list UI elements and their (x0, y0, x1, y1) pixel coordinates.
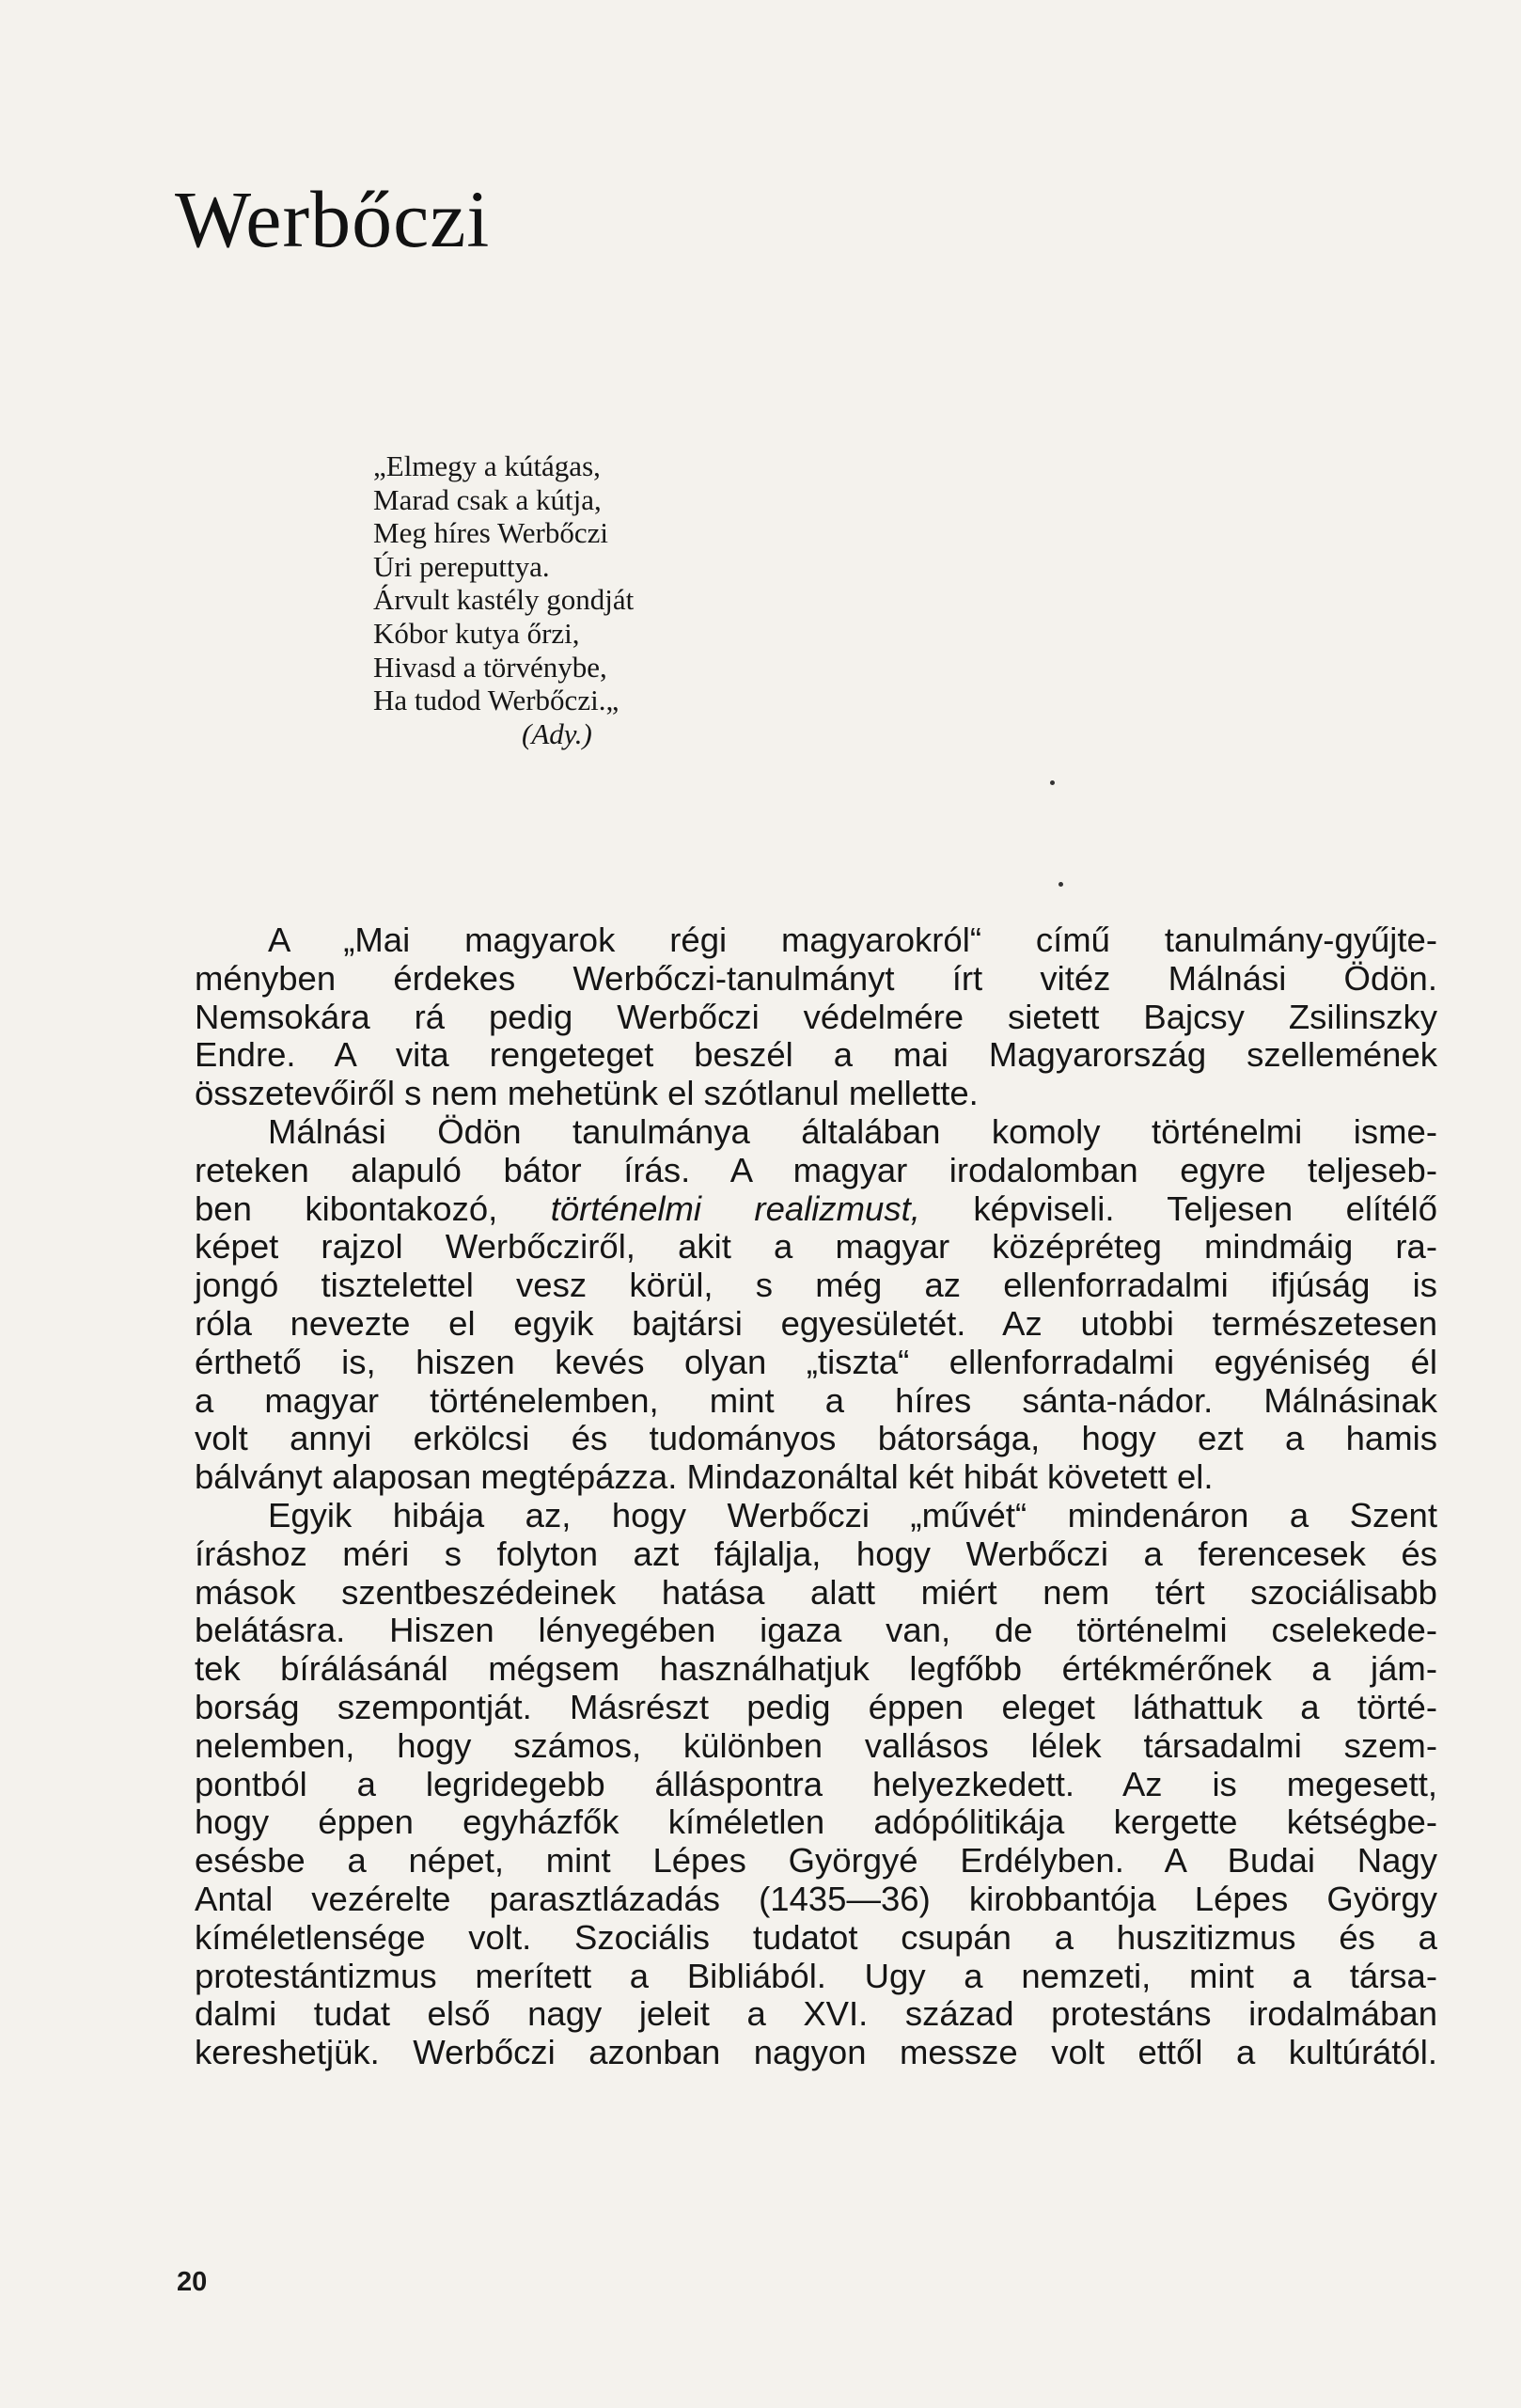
poem-line: Hivasd a törvénybe, (373, 650, 607, 684)
text-line: róla nevezte el egyik bajtársi egyesületét. Az utobbi természetesen (195, 1303, 1437, 1343)
poem-line: Marad csak a kútja, (373, 482, 602, 516)
text-line: hogy éppen egyházfők kíméletlen adópólitikája kergette kétségbe- (195, 1802, 1437, 1842)
text-line: A „Mai magyarok régi magyarokról“ című tanulmány-gyűjte- (268, 921, 1437, 959)
text-segment: ben kibontakozó, (195, 1188, 498, 1228)
text-line: tek bírálásánál mégsem használhatjuk legfőbb értékmérőnek a jám- (195, 1649, 1437, 1689)
text-line: volt annyi erkölcsi és tudományos bátorsága, hogy ezt a hamis (195, 1419, 1437, 1458)
text-line: dalmi tudat első nagy jeleit a XVI. század protestáns irodalmában (195, 1994, 1437, 2034)
text-line: Nemsokára rá pedig Werbőczi védelmére sietett Bajcsy Zsilinszky (195, 997, 1437, 1036)
text-line-with-emphasis (195, 1190, 1437, 1229)
poem-line: Ha tudod Werbőczi.„ (373, 684, 619, 717)
text-line: íráshoz méri s folyton azt fájlalja, hogy Werbőczi a ferencesek és (195, 1534, 1437, 1573)
text-line: protestántizmus merített a Bibliából. Ugy a nemzeti, mint a társa- (195, 1956, 1437, 1995)
poem-line: Árvult kastély gondját (373, 583, 635, 617)
text-line: Endre. A vita rengeteget beszél a mai Magyarország szellemének (195, 1035, 1437, 1075)
text-line: nelemben, hogy számos, különben vallásos lélek társadalmi szem- (195, 1725, 1437, 1765)
poem-line: „Elmegy a kútágas, (373, 449, 601, 482)
text-line: jongó tisztelettel vesz körül, s még az ellenforradalmi ifjúság is (195, 1266, 1437, 1305)
text-line: képet rajzol Werbőcziről, akit a magyar középréteg mindmáig ra- (195, 1227, 1437, 1267)
epigraph-poem (373, 449, 843, 750)
page-number: 20 (177, 2267, 208, 2297)
text-line: Egyik hibája az, hogy Werbőczi „művét“ mindenáron a Szent (268, 1495, 1437, 1535)
print-speck (1050, 780, 1055, 785)
paragraph-3 (195, 1497, 1437, 2072)
text-line: Málnási Ödön tanulmánya általában komoly történelmi isme- (268, 1111, 1437, 1151)
text-line: érthető is, hiszen kevés olyan „tiszta“ ellenforradalmi egyéniség él (195, 1342, 1437, 1381)
poem-line: Úri pereputtya. (373, 549, 550, 583)
text-line: a magyar történelemben, mint a híres sánta-nádor. Málnásinak (195, 1380, 1437, 1420)
text-line: pontból a legridegebb álláspontra helyezkedett. Az is megesett, (195, 1764, 1437, 1803)
text-line: bálványt alaposan megtépázza. Mindazonáltal két hibát követett el. (195, 1457, 1214, 1497)
text-line: összetevőiről s nem mehetünk el szótlanul mellette. (195, 1074, 979, 1113)
text-line: belátásra. Hiszen lényegében igaza van, de történelmi cselekede- (195, 1611, 1437, 1650)
print-speck (1058, 882, 1063, 887)
article-body (195, 921, 1437, 2072)
page-title: Werbőczi (175, 174, 491, 264)
paragraph-1 (195, 921, 1437, 1113)
poem-attribution: (Ady.) (522, 716, 592, 750)
text-line: kíméletlensége volt. Szociális tudatot csupán a huszitizmus és a (195, 1917, 1437, 1957)
paragraph-2 (195, 1113, 1437, 1497)
text-segment: képviseli. Teljesen elítélő (973, 1188, 1437, 1228)
text-line: Antal vezérelte parasztlázadás (1435—36) kirobbantója Lépes György (195, 1879, 1437, 1918)
text-line: reteken alapuló bátor írás. A magyar irodalomban egyre teljeseb- (195, 1150, 1437, 1189)
emphasized-phrase: történelmi realizmust, (550, 1188, 920, 1228)
poem-line: Meg híres Werbőczi (373, 516, 609, 550)
poem-line: Kóbor kutya őrzi, (373, 616, 580, 650)
text-line: mások szentbeszédeinek hatása alatt miért nem tért szociálisabb (195, 1572, 1437, 1612)
text-line: kereshetjük. Werbőczi azonban nagyon messze volt ettől a kultúrától. (195, 2033, 1437, 2072)
text-line: ményben érdekes Werbőczi-tanulmányt írt vitéz Málnási Ödön. (195, 958, 1437, 998)
text-line: borság szempontját. Másrészt pedig éppen eleget láthattuk a törté- (195, 1687, 1437, 1726)
text-line: esésbe a népet, mint Lépes Györgyé Erdélyben. A Budai Nagy (195, 1841, 1437, 1881)
